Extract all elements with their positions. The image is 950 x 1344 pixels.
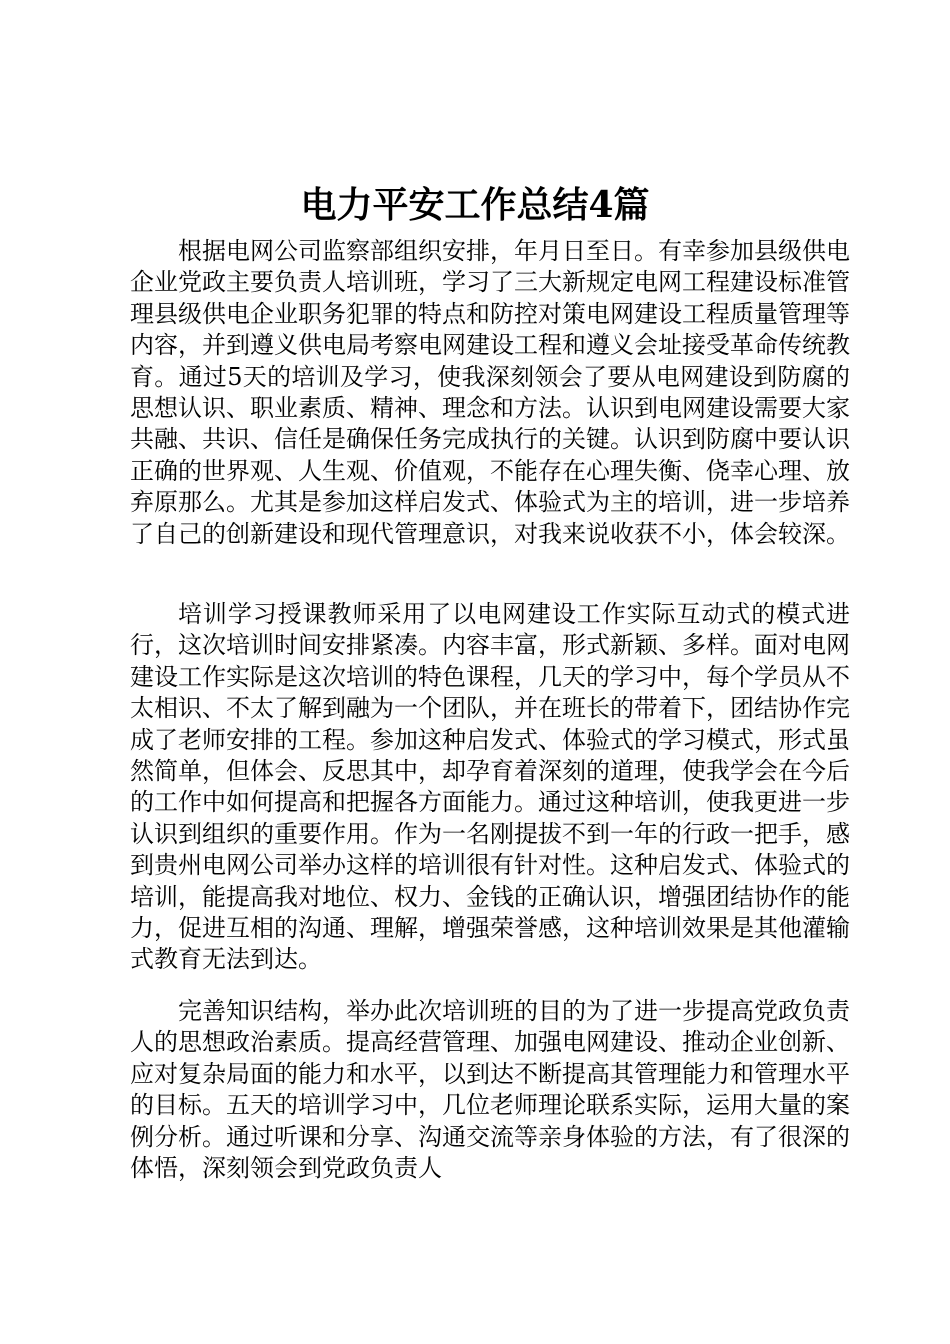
paragraph-2: 培训学习授课教师采用了以电网建设工作实际互动式的模式进行，这次培训时间安排紧凑。内容丰富，形式新颖、多样。面对电网建设工作实际是这次培训的特色课程，几天的学习中，每个学员从不太相识、不太了解到融为一个团队，并在班长的带着下，团结协作完成了老师安排的工程。参加这种启发式、体验式的学习模式，形式虽然简单，但体会、反思其中，却孕育着深刻的道理，使我学会在今后的工作中如何提高和把握各方面能力。通过这种培训，使我更进一步认识到组织的重要作用。作为一名刚提拔不到一年的行政一把手，感到贵州电网公司举办这样的培训很有针对性。这种启发式、体验式的培训，能提高我对地位、权力、金钱的正确认识，增强团结协作的能力，促进互相的沟通、理解，增强荣誉感，这种培训效果是其他灌输式教育无法到达。 (130, 600, 850, 974)
paragraph-3: 完善知识结构，举办此次培训班的目的为了进一步提高党政负责人的思想政治素质。提高经营管理、加强电网建设、推动企业创新、应对复杂局面的能力和水平，以到达不断提高其管理能力和管理水平的目标。五天的培训学习中，几位老师理论联系实际，运用大量的案例分析。通过听课和分享、沟通交流等亲身体验的方法，有了很深的体悟，深刻领会到党政负责人 (130, 997, 850, 1183)
paragraph-1: 根据电网公司监察部组织安排，年月日至日。有幸参加县级供电企业党政主要负责人培训班，学习了三大新规定电网工程建设标准管理县级供电企业职务犯罪的特点和防控对策电网建设工程质量管理等内容，并到遵义供电局考察电网建设工程和遵义会址接受革命传统教育。通过5天的培训及学习，使我深刻领会了要从电网建设到防腐的思想认识、职业素质、精神、理念和方法。认识到电网建设需要大家共融、共识、信任是确保任务完成执行的关键。认识到防腐中要认识正确的世界观、人生观、价值观，不能存在心理失衡、侥幸心理、放弃原那么。尤其是参加这样启发式、体验式为主的培训，进一步培养了自己的创新建设和现代管理意识，对我来说收获不小，体会较深。 (130, 237, 850, 548)
document-title: 电力平安工作总结4篇 (300, 184, 650, 226)
